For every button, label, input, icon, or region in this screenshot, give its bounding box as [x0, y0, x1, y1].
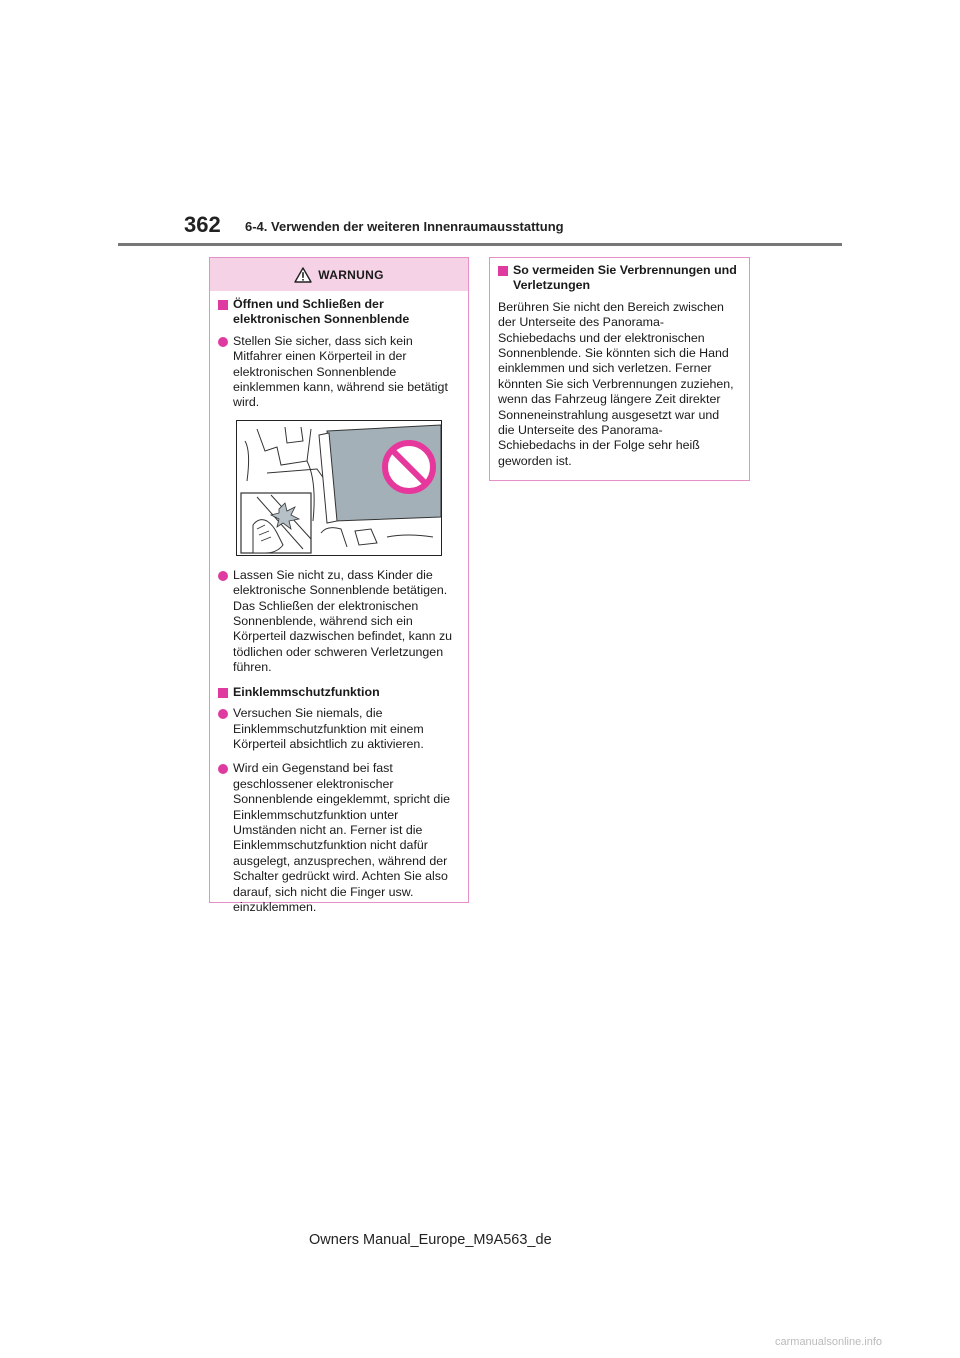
header-rule: [118, 243, 842, 246]
list-item: Stellen Sie sicher, dass sich kein Mitfahrer einen Körperteil in der elektronischen Sonnenblende einklemmen kann, während sie betätigt wird.: [218, 334, 458, 411]
section-title: 6-4. Verwenden der weiteren Innenraumausstattung: [245, 219, 564, 234]
square-bullet-icon: [498, 266, 508, 276]
list-item: Lassen Sie nicht zu, dass Kinder die elektronische Sonnenblende betätigen. Das Schließen der elektronischen Sonnenblende, während sich ein Körperteil dazwischen befindet, kann zu tödlichen oder schweren Verletzungen führen.: [218, 568, 458, 676]
square-bullet-icon: [218, 688, 228, 698]
warning-triangle-icon: [294, 267, 312, 283]
warning-box: [209, 257, 469, 914]
info-box: [489, 257, 750, 481]
warning-header: [210, 258, 468, 291]
sunshade-illustration: [236, 420, 442, 556]
warning-label: WARNUNG: [318, 267, 384, 282]
car-interior-illustration: [237, 421, 441, 555]
round-bullet-icon: [218, 571, 228, 581]
page-number: 362: [184, 212, 221, 237]
round-bullet-icon: [218, 764, 228, 774]
round-bullet-icon: [218, 337, 228, 347]
info-paragraph: Berühren Sie nicht den Bereich zwischen der Unterseite des Panorama-Schiebedachs und der elektronischen Sonnenblende. Sie könnten sich die Hand einklemmen und sich verletzen. Ferner könnten Sie sich Verbrennungen zuziehen, wenn das Fahrzeug längere Zeit direkter Sonneneinstrahlung ausgesetzt war und die Unterseite des Panorama-Schiebedachs in der Folge sehr heiß geworden ist.: [498, 299, 734, 468]
list-item: Versuchen Sie niemals, die Einklemmschutzfunktion mit einem Körperteil absichtlich zu aktivieren.: [218, 706, 458, 752]
round-bullet-icon: [218, 709, 228, 719]
square-bullet-icon: [218, 300, 228, 310]
footer-text: Owners Manual_Europe_M9A563_de: [309, 1232, 552, 1248]
watermark: carmanualsonline.info: [775, 1336, 883, 1348]
section-heading: Einklemmschutzfunktion: [218, 685, 458, 700]
list-item: Wird ein Gegenstand bei fast geschlossener elektronischer Sonnenblende eingeklemmt, spricht die Einklemmschutzfunktion unter Umständen nicht an. Ferner ist die Einklemmschutzfunktion nicht dafür ausgelegt, anzusprechen, während der Schalter gedrückt wird. Achten Sie also darauf, sich nicht die Finger usw. einzuklemmen.: [218, 761, 458, 915]
section-heading: Öffnen und Schließen der elektronischen Sonnenblende: [218, 297, 458, 328]
section-heading: So vermeiden Sie Verbrennungen und Verletzungen: [498, 263, 739, 294]
